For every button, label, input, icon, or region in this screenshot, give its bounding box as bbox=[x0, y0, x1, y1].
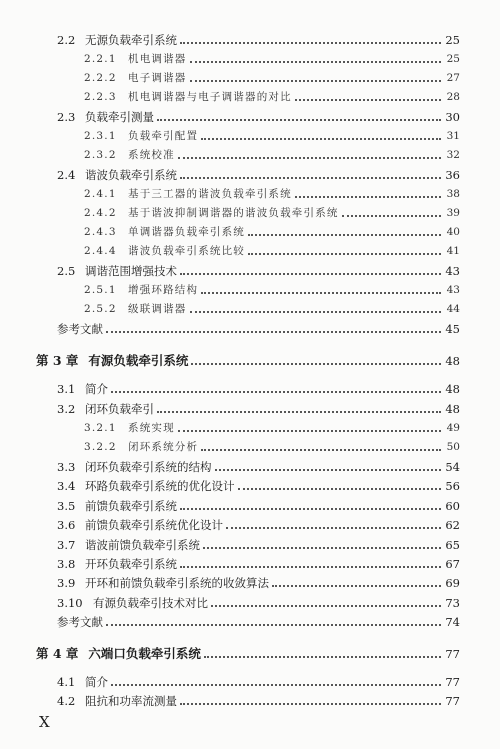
entry-page: 36 bbox=[445, 168, 460, 182]
leader-dots bbox=[295, 98, 441, 101]
entry-page: 41 bbox=[446, 245, 460, 257]
entry-title: 单调谐器负载牵引系统 bbox=[128, 226, 245, 238]
leader-dots bbox=[295, 195, 441, 198]
entry-page: 73 bbox=[445, 596, 460, 610]
entry-title: 简介 bbox=[85, 675, 108, 689]
entry-title: 机电调谐器与电子调谐器的对比 bbox=[128, 91, 292, 103]
toc-entry-references bbox=[57, 613, 460, 631]
leader-dots bbox=[180, 272, 441, 275]
leader-dots bbox=[204, 655, 441, 658]
toc-entry bbox=[84, 281, 460, 299]
entry-number: 3.4 bbox=[57, 479, 76, 493]
toc-entry bbox=[57, 108, 460, 126]
toc-entry bbox=[84, 185, 460, 203]
entry-number: 2.2.3 bbox=[84, 91, 117, 103]
toc-entry bbox=[84, 88, 460, 106]
entry-title: 环路负载牵引系统的优化设计 bbox=[85, 479, 235, 493]
entry-page: 27 bbox=[446, 72, 460, 84]
leader-dots bbox=[180, 702, 441, 705]
entry-number: 2.2.2 bbox=[84, 72, 117, 84]
entry-page: 48 bbox=[445, 382, 460, 396]
entry-page: 31 bbox=[446, 130, 460, 142]
toc-entry bbox=[57, 574, 460, 592]
entry-title: 机电调谐器 bbox=[128, 53, 187, 65]
entry-number: 2.3.2 bbox=[84, 149, 117, 161]
chapter-number: 第 3 章 bbox=[36, 353, 79, 368]
leader-dots bbox=[180, 176, 441, 179]
toc-entry bbox=[57, 673, 460, 691]
entry-title: 开环和前馈负载牵引系统的收敛算法 bbox=[85, 576, 269, 590]
leader-dots bbox=[272, 584, 441, 587]
entry-number: 2.3 bbox=[57, 110, 76, 124]
entry-page: 32 bbox=[446, 149, 460, 161]
entry-number: 3.8 bbox=[57, 557, 76, 571]
entry-page: 65 bbox=[445, 538, 460, 552]
leader-dots bbox=[191, 362, 441, 365]
entry-number: 2.4 bbox=[57, 168, 76, 182]
entry-page: 69 bbox=[445, 576, 460, 590]
entry-number: 2.4.4 bbox=[84, 245, 117, 257]
toc-entry bbox=[57, 166, 460, 184]
entry-page: 30 bbox=[445, 110, 460, 124]
leader-dots bbox=[190, 79, 442, 82]
entry-page: 54 bbox=[445, 460, 460, 474]
entry-number: 3.2 bbox=[57, 402, 76, 416]
entry-page: 56 bbox=[445, 479, 460, 493]
entry-page: 74 bbox=[445, 615, 460, 629]
entry-page: 62 bbox=[445, 518, 460, 532]
toc-entry bbox=[57, 400, 460, 418]
leader-dots bbox=[342, 214, 441, 217]
entry-title: 有源负载牵引技术对比 bbox=[93, 596, 208, 610]
leader-dots bbox=[238, 487, 442, 490]
entry-number: 2.4.3 bbox=[84, 226, 117, 238]
entry-number: 3.10 bbox=[57, 596, 83, 610]
entry-number: 2.2 bbox=[57, 33, 76, 47]
leader-dots bbox=[178, 429, 441, 432]
toc-entry bbox=[57, 555, 460, 573]
toc-entry bbox=[57, 536, 460, 554]
entry-number: 2.5 bbox=[57, 264, 76, 278]
entry-number: 3.7 bbox=[57, 538, 76, 552]
toc-entry bbox=[57, 594, 460, 612]
entry-number: 3.6 bbox=[57, 518, 76, 532]
leader-dots bbox=[180, 507, 441, 510]
entry-page: 77 bbox=[445, 675, 460, 689]
leader-dots bbox=[226, 526, 441, 529]
entry-number: 2.5.1 bbox=[84, 284, 117, 296]
entry-title: 调谐范围增强技术 bbox=[85, 264, 177, 278]
toc-entry bbox=[57, 516, 460, 534]
toc-entry bbox=[84, 50, 460, 68]
chapter-page: 77 bbox=[445, 647, 460, 661]
entry-title: 开环负载牵引系统 bbox=[85, 557, 177, 571]
entry-title: 谐波前馈负载牵引系统 bbox=[85, 538, 200, 552]
toc-entry bbox=[84, 419, 460, 437]
entry-title: 系统实现 bbox=[128, 422, 175, 434]
entry-number: 2.4.2 bbox=[84, 207, 117, 219]
leader-dots bbox=[203, 546, 441, 549]
leader-dots bbox=[248, 252, 441, 255]
entry-page: 39 bbox=[446, 207, 460, 219]
entry-title: 参考文献 bbox=[57, 322, 103, 336]
page-folio: X bbox=[39, 713, 50, 731]
chapter-heading bbox=[36, 645, 460, 663]
entry-number: 2.5.2 bbox=[84, 303, 117, 315]
toc-entry bbox=[84, 223, 460, 241]
leader-dots bbox=[157, 410, 441, 413]
entry-title: 阻抗和功率流测量 bbox=[85, 694, 177, 708]
entry-title: 基于谐波抑制调谐器的谐波负载牵引系统 bbox=[128, 207, 339, 219]
toc-entry bbox=[84, 204, 460, 222]
entry-page: 25 bbox=[446, 53, 460, 65]
toc-entry bbox=[84, 242, 460, 260]
entry-number: 3.3 bbox=[57, 460, 76, 474]
leader-dots bbox=[215, 468, 442, 471]
entry-title: 简介 bbox=[85, 382, 108, 396]
entry-page: 28 bbox=[446, 91, 460, 103]
entry-number: 4.1 bbox=[57, 675, 76, 689]
entry-page: 67 bbox=[445, 557, 460, 571]
entry-page: 43 bbox=[445, 264, 460, 278]
leader-dots bbox=[190, 60, 442, 63]
leader-dots bbox=[111, 390, 441, 393]
entry-title: 闭环负载牵引系统的结构 bbox=[85, 460, 212, 474]
entry-title: 谐波负载牵引系统 bbox=[85, 168, 177, 182]
leader-dots bbox=[157, 118, 441, 121]
entry-page: 60 bbox=[445, 499, 460, 513]
toc-entry bbox=[57, 497, 460, 515]
chapter-page: 48 bbox=[445, 354, 460, 368]
entry-page: 48 bbox=[445, 402, 460, 416]
chapter-number: 第 4 章 bbox=[36, 646, 79, 661]
chapter-title: 六端口负载牵引系统 bbox=[88, 646, 201, 661]
entry-title: 参考文献 bbox=[57, 615, 103, 629]
entry-page: 44 bbox=[446, 303, 460, 315]
leader-dots bbox=[211, 604, 441, 607]
leader-dots bbox=[106, 330, 441, 333]
entry-title: 谐波负载牵引系统比较 bbox=[128, 245, 245, 257]
entry-title: 负载牵引测量 bbox=[85, 110, 154, 124]
leader-dots bbox=[201, 137, 441, 140]
toc-entry bbox=[57, 380, 460, 398]
leader-dots bbox=[106, 623, 441, 626]
entry-number: 3.9 bbox=[57, 576, 76, 590]
toc-entry bbox=[84, 300, 460, 318]
leader-dots bbox=[178, 156, 441, 159]
entry-number: 3.2.1 bbox=[84, 422, 117, 434]
leader-dots bbox=[190, 310, 442, 313]
entry-page: 50 bbox=[446, 441, 460, 453]
toc-entry bbox=[57, 31, 460, 49]
entry-title: 闭环负载牵引 bbox=[85, 402, 154, 416]
leader-dots bbox=[180, 565, 441, 568]
leader-dots bbox=[111, 683, 441, 686]
leader-dots bbox=[201, 448, 441, 451]
toc-entry bbox=[84, 146, 460, 164]
leader-dots bbox=[248, 233, 441, 236]
leader-dots bbox=[201, 291, 441, 294]
entry-page: 25 bbox=[445, 33, 460, 47]
entry-title: 前馈负载牵引系统优化设计 bbox=[85, 518, 223, 532]
toc-entry-references bbox=[57, 320, 460, 338]
entry-number: 2.3.1 bbox=[84, 130, 117, 142]
entry-number: 2.4.1 bbox=[84, 188, 117, 200]
chapter-heading bbox=[36, 352, 460, 370]
entry-title: 无源负载牵引系统 bbox=[85, 33, 177, 47]
entry-page: 38 bbox=[446, 188, 460, 200]
entry-title: 闭环系统分析 bbox=[128, 441, 199, 453]
entry-title: 系统校准 bbox=[128, 149, 175, 161]
entry-number: 3.5 bbox=[57, 499, 76, 513]
toc-entry bbox=[84, 69, 460, 87]
toc-entry bbox=[84, 438, 460, 456]
entry-number: 4.2 bbox=[57, 694, 76, 708]
leader-dots bbox=[180, 41, 441, 44]
entry-title: 负载牵引配置 bbox=[128, 130, 199, 142]
entry-page: 40 bbox=[446, 226, 460, 238]
toc-entry bbox=[84, 127, 460, 145]
chapter-title: 有源负载牵引系统 bbox=[88, 353, 189, 368]
entry-page: 45 bbox=[445, 322, 460, 336]
entry-title: 基于三工器的谐波负载牵引系统 bbox=[128, 188, 292, 200]
entry-title: 级联调谐器 bbox=[128, 303, 187, 315]
entry-page: 77 bbox=[445, 694, 460, 708]
entry-title: 电子调谐器 bbox=[128, 72, 187, 84]
entry-title: 前馈负载牵引系统 bbox=[85, 499, 177, 513]
entry-page: 49 bbox=[446, 422, 460, 434]
entry-number: 2.2.1 bbox=[84, 53, 117, 65]
toc-entry bbox=[57, 692, 460, 710]
toc-entry bbox=[57, 262, 460, 280]
toc-entry bbox=[57, 458, 460, 476]
entry-title: 增强环路结构 bbox=[128, 284, 199, 296]
entry-page: 43 bbox=[446, 284, 460, 296]
entry-number: 3.2.2 bbox=[84, 441, 117, 453]
toc-entry bbox=[57, 477, 460, 495]
entry-number: 3.1 bbox=[57, 382, 76, 396]
